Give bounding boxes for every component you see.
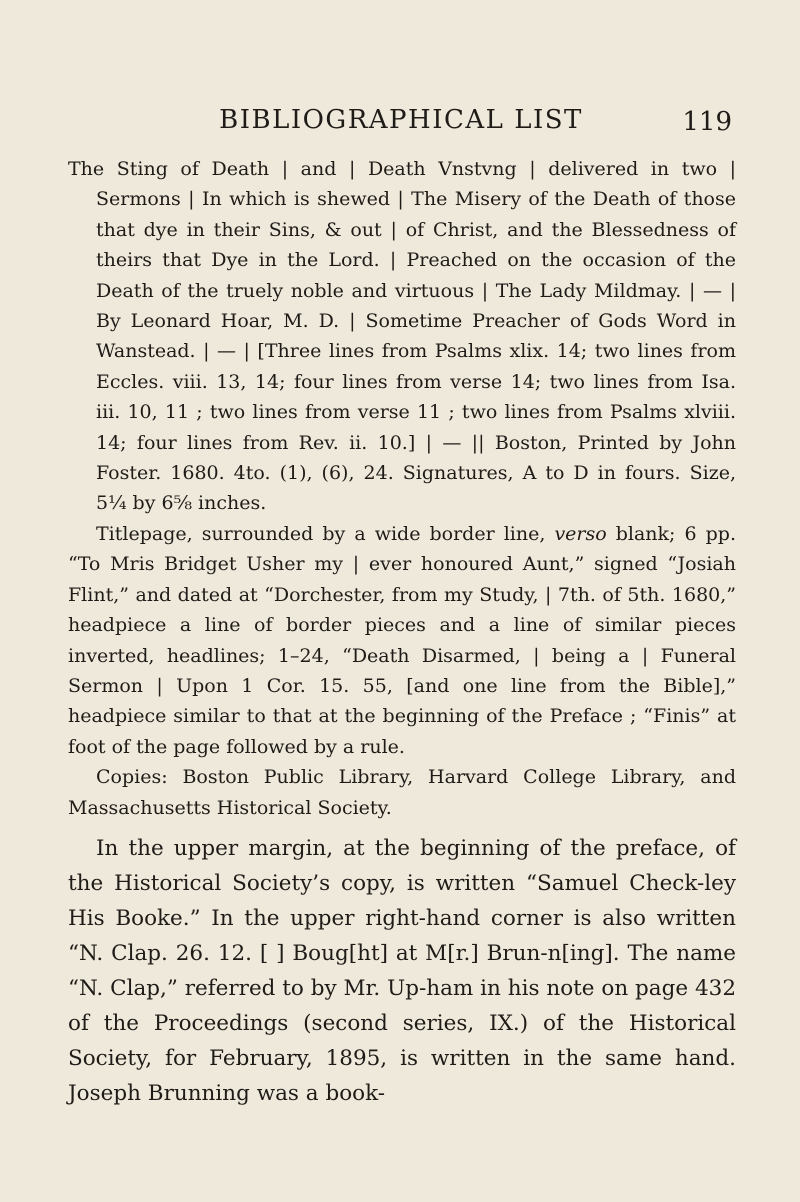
description-text-end: blank; 6 pp. “To Mris Bridget Usher my | ever honoured Aunt,” signed “Josiah Flint,” and dated at “Dorchester, from my Study, | 7th. of 5th. 1680,” headpiece a line of border pieces and a line of similar pieces inverted, headlines; 1–24, “Death Disarmed, | being a | Funeral Sermon | Upon 1 Cor. 15. 55, [and one line from the Bible],” headpiece similar to that at the beginning of the Preface ; “Finis” at foot of the page followed by a rule.: [68, 522, 737, 758]
running-title: BIBLIOGRAPHICAL LIST: [219, 105, 583, 135]
description-paragraph: [68, 519, 736, 762]
page-body: [68, 154, 736, 1111]
description-text-start: Titlepage, surrounded by a wide border line,: [96, 522, 555, 545]
description-italic-term: verso: [554, 522, 607, 545]
page-number: 119: [682, 107, 732, 137]
copies-paragraph: Copies: Boston Public Library, Harvard College Library, and Massachusetts Historical Society.: [68, 766, 736, 819]
provenance-note: In the upper margin, at the beginning of the preface, of the Historical Society’s copy, is written “Samuel Check-ley His Booke.” In the upper right-hand corner is also written “N. Clap. 26. 12. [ ] Boug[ht] at M[r.] Brun-n[ing]. The name “N. Clap,” referred to by Mr. Up-ham in his note on page 432 of the Proceedings (second series, IX.) of the Historical Society, for February, 1895, is written in the same hand. Joseph Brunning was a book-: [68, 835, 736, 1106]
bibliographic-entry: The Sting of Death | and | Death Vnstvng | delivered in two | Sermons | In which is shewed | The Misery of the Death of those that dye in their Sins, & out | of Christ, and the Blessedness of theirs that Dye in the Lord. | Preached on the occasion of the Death of the truely noble and virtuous | The Lady Mildmay. | — | By Leonard Hoar, M. D. | Sometime Preacher of Gods Word in Wanstead. | — | [Three lines from Psalms xlix. 14; two lines from Eccles. viii. 13, 14; four lines from verse 14; two lines from Isa. iii. 10, 11 ; two lines from verse 11 ; two lines from Psalms xlviii. 14; four lines from Rev. ii. 10.] | — || Boston, Printed by John Foster. 1680. 4to. (1), (6), 24. Signatures, A to D in fours. Size, 5¼ by 6⅝ inches.: [68, 158, 736, 515]
page-header: [68, 101, 734, 141]
